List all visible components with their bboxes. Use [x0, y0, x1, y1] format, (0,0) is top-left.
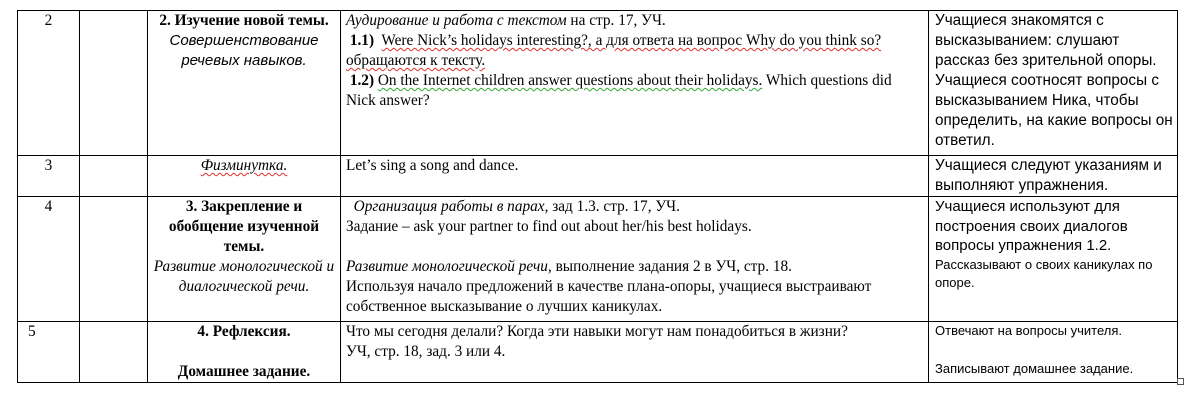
question-2-text-a: On the Internet children answer questions about their holidays.	[377, 72, 763, 89]
stage-cell	[148, 11, 341, 156]
table-row	[18, 197, 1178, 322]
activity-text: Учащиеся следуют указаниям и выполняют упражнения.	[935, 157, 1162, 194]
spacer	[152, 342, 336, 362]
stage-title: 2. Изучение новой темы.	[159, 12, 329, 29]
question-1-text: Were Nick’s holidays interesting?, а для ответа на вопрос Why do you think so? обращаются к тексту.	[346, 32, 882, 69]
monologue-details: Используя начало предложений в качестве плана-опоры, учащиеся выстраивают собственное высказывание о лучших каникулах.	[346, 278, 872, 315]
question-2	[346, 71, 924, 111]
question-2-number: 1.2)	[349, 72, 375, 89]
row-number: 3	[44, 157, 53, 174]
monologue-italic: Развитие монологической речи,	[346, 258, 552, 275]
monologue-line	[346, 257, 924, 277]
row-number-cell	[18, 322, 80, 383]
table-row	[18, 11, 1178, 156]
question-2-text-b: Which questions did Nick answer?	[346, 72, 892, 109]
activity-text: Учащиеся знакомятся с высказыванием: слушают рассказ без зрительной опоры. Учащиеся соотносят вопросы с высказыванием Ника, чтобы определить, на какие вопросы он ответил.	[935, 12, 1173, 149]
row-number: 4	[44, 198, 53, 215]
stage-subtitle: Физминутка.	[200, 157, 288, 174]
activity-cell	[929, 322, 1178, 383]
empty-cell	[80, 156, 148, 197]
table-row	[18, 156, 1178, 197]
activity-text-a: Отвечают на вопросы учителя.	[935, 323, 1123, 338]
work-cell	[341, 11, 929, 156]
empty-cell	[80, 197, 148, 322]
row-number: 5	[28, 323, 36, 340]
activity-cell	[929, 156, 1178, 197]
lesson-plan-table	[17, 10, 1178, 383]
homework-title: Домашнее задание.	[177, 363, 311, 380]
row-number-cell	[18, 197, 80, 322]
stage-title: 3. Закрепление и обобщение изученной темы.	[168, 198, 320, 255]
activity-text-a: Учащиеся используют для построения своих диалогов вопросы упражнения 1.2.	[935, 198, 1128, 254]
reflection-questions: Что мы сегодня делали? Когда эти навыки могут нам понадобиться в жизни?	[346, 323, 848, 340]
activity-text-b: Рассказывают о своих каникулах по опоре.	[935, 256, 1153, 290]
pair-work-italic: Организация работы в парах	[353, 198, 545, 215]
table-row	[18, 322, 1178, 383]
spacer	[346, 237, 924, 257]
work-cell	[341, 197, 929, 322]
task-text: Задание – ask your partner to find out about her/his best holidays.	[346, 218, 752, 235]
work-intro-italic: Аудирование и работа с текстом	[346, 12, 567, 29]
activity-cell	[929, 197, 1178, 322]
empty-cell	[80, 11, 148, 156]
monologue-rest: выполнение задания 2 в УЧ, стр. 18.	[551, 258, 792, 275]
work-text: Let’s sing a song and dance.	[346, 157, 519, 174]
empty-cell	[80, 322, 148, 383]
stage-subtitle: Развитие монологической и диалогической речи.	[153, 258, 335, 295]
stage-cell	[148, 156, 341, 197]
row-number-cell	[18, 156, 80, 197]
row-number: 2	[44, 12, 53, 29]
pair-work	[346, 197, 924, 217]
table-resize-handle[interactable]	[1177, 378, 1184, 385]
work-cell	[341, 322, 929, 383]
question-1	[346, 31, 924, 71]
stage-cell	[148, 197, 341, 322]
homework-text: УЧ, стр. 18, зад. 3 или 4.	[346, 343, 506, 360]
stage-title: 4. Рефлексия.	[197, 323, 291, 340]
question-1-number: 1.1)	[349, 32, 375, 49]
activity-text-b: Записывают домашнее задание.	[935, 361, 1134, 376]
stage-cell	[148, 322, 341, 383]
stage-subtitle: Совершенствование речевых навыков.	[169, 32, 319, 69]
work-cell	[341, 156, 929, 197]
work-intro	[346, 11, 924, 31]
activity-cell	[929, 11, 1178, 156]
work-intro-rest: на стр. 17, УЧ.	[566, 12, 666, 29]
spacer	[935, 340, 1173, 360]
pair-work-rest: , зад 1.3. стр. 17, УЧ.	[544, 198, 680, 215]
row-number-cell	[18, 11, 80, 156]
